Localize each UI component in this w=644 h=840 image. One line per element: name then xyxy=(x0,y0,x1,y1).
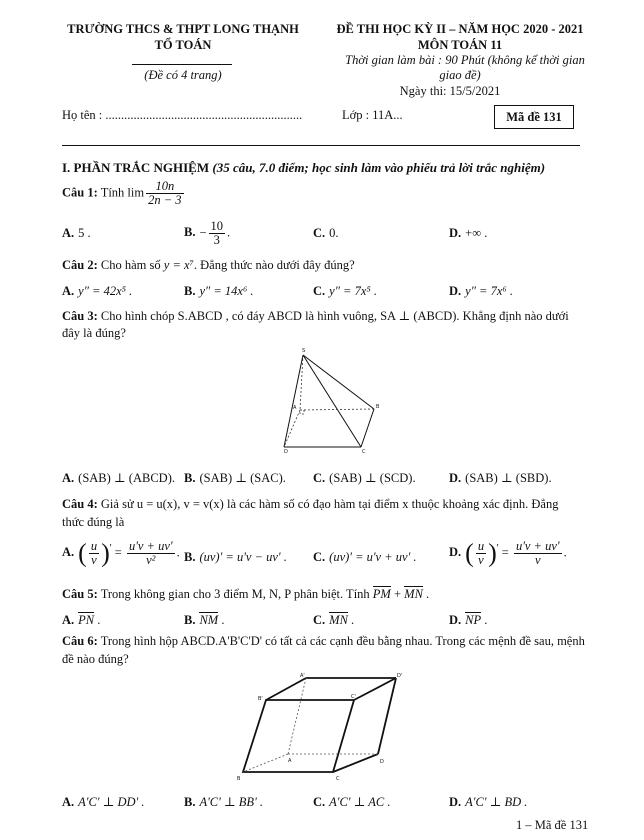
q1-b-num: 10 xyxy=(210,219,224,233)
section-note: (35 câu, 7.0 điểm; học sinh làm vào phiếu trả lời trắc nghiệm) xyxy=(212,160,546,175)
question-1 xyxy=(62,180,186,207)
q3-option-d[interactable] xyxy=(449,470,552,486)
q5-c-text: MN xyxy=(329,613,348,627)
q6-b-letter: B. xyxy=(184,795,196,809)
exam-date: Ngày thi: 15/5/2021 xyxy=(399,84,501,98)
q4-b-letter: B. xyxy=(184,550,196,564)
q4-c-text: (uv)' = u'v + uv' . xyxy=(329,550,417,564)
label-B1: B' xyxy=(258,696,263,702)
q3-option-c[interactable] xyxy=(313,470,416,486)
q1-d-letter: D. xyxy=(449,226,462,240)
q1-fraction xyxy=(146,180,183,207)
q5-b-text: NM xyxy=(199,613,219,627)
q1-c-text: 0. xyxy=(329,226,339,240)
q1-a-letter: A. xyxy=(62,226,75,240)
q5-option-d[interactable]: D. NP . xyxy=(449,613,488,627)
department-name: TỔ TOÁN xyxy=(154,38,212,52)
q1-option-c[interactable] xyxy=(313,226,339,241)
class-field: Lớp : 11A... xyxy=(342,108,403,122)
question-5: Câu 5: Trong không gian cho 3 điểm M, N, P phân biệt. Tính PM + MN . xyxy=(62,587,430,601)
q2-a-text: y″ = 42x⁵ . xyxy=(78,284,133,298)
q4-a-num: u'v + uv' xyxy=(128,539,173,553)
q3-b-letter: B. xyxy=(184,471,196,485)
q6-a-letter: A. xyxy=(62,795,75,809)
q5-vec-pm: PM xyxy=(372,587,391,601)
header-left-rule xyxy=(132,64,232,65)
q1-option-d[interactable] xyxy=(449,226,487,241)
q3-d-letter: D. xyxy=(449,471,462,485)
label-C: C xyxy=(362,449,366,454)
q4-a-uv xyxy=(89,540,99,567)
q2-option-d[interactable] xyxy=(449,284,513,299)
edge-SC xyxy=(303,355,361,447)
edge-CD xyxy=(333,754,378,772)
q1-b-den: 3 xyxy=(213,233,220,247)
section-heading xyxy=(62,160,545,176)
q5-d-text: NP xyxy=(465,613,482,627)
section-title: I. PHẦN TRẮC NGHIỆM xyxy=(62,160,210,175)
exam-title: ĐỀ THI HỌC KỲ II – NĂM HỌC 2020 - 2021 xyxy=(336,22,584,36)
q4-a-u: u xyxy=(90,539,98,553)
q5-option-b[interactable]: B. NM . xyxy=(184,613,225,627)
q6-option-d[interactable] xyxy=(449,794,527,810)
q2-func: y = x⁷ xyxy=(163,258,194,272)
q2-d-letter: D. xyxy=(449,284,462,298)
q4-d-den: v xyxy=(534,553,541,567)
q6-d-text: A'C' ⊥ BD . xyxy=(465,795,528,809)
q5-text: Trong không gian cho 3 điểm M, N, P phân biệt. Tính xyxy=(100,587,370,601)
question-4 xyxy=(62,497,558,512)
edge-SB xyxy=(303,355,374,409)
label-A1: A' xyxy=(300,673,305,679)
q4-a-letter: A. xyxy=(62,545,75,560)
edge-D1D xyxy=(378,678,396,754)
q4-option-b[interactable] xyxy=(184,550,287,565)
edge-AB xyxy=(243,754,288,772)
q2-label: Câu 2: xyxy=(62,258,98,272)
q2-text-a: Cho hàm số xyxy=(100,258,161,272)
q5-a-text: PN xyxy=(78,613,95,627)
q5-option-c[interactable]: C. MN . xyxy=(313,613,355,627)
q6-c-text: A'C' ⊥ AC . xyxy=(329,795,391,809)
parallelepiped-figure xyxy=(236,672,406,784)
question-3 xyxy=(62,308,569,324)
q6-line1: Trong hình hộp ABCD.A'B'C'D' có tất cả các cạnh đều bằng nhau. Trong các mệnh đề sau, mệnh xyxy=(100,634,585,648)
q5-label: Câu 5: xyxy=(62,587,98,601)
label-D1: D' xyxy=(397,673,403,679)
page-footer: 1 – Mã đề 131 xyxy=(516,818,589,832)
label-C1: C' xyxy=(351,694,356,700)
q1-label: Câu 1: xyxy=(62,185,98,200)
q4-option-c[interactable] xyxy=(313,550,417,565)
header-divider xyxy=(62,145,580,146)
q4-option-d[interactable]: D. ( $\frac{u}{v}$ )' = $\frac{u'v + uv'}{v}$ . xyxy=(449,538,567,568)
pyramid-figure xyxy=(276,346,386,454)
q5-d-letter: D. xyxy=(449,613,462,627)
q4-b-text: (uv)' = u'v − uv' . xyxy=(199,550,287,564)
q6-d-letter: D. xyxy=(449,795,462,809)
q4-line2: thức đúng là xyxy=(62,515,125,529)
edge-A1A xyxy=(288,678,306,754)
school-name: TRƯỜNG THCS & THPT LONG THẠNH xyxy=(67,22,299,36)
q4-d-num: u'v + uv' xyxy=(515,539,560,553)
q4-d-letter: D. xyxy=(449,545,462,560)
q2-option-b[interactable] xyxy=(184,284,254,299)
label-A: A xyxy=(293,405,297,411)
q4-a-fraction xyxy=(127,540,175,567)
q5-a-letter: A. xyxy=(62,613,75,627)
q1-option-a[interactable] xyxy=(62,226,91,241)
q4-d-uv xyxy=(476,540,486,567)
q1-option-b[interactable]: B. − $\frac{10}{3}$ . xyxy=(184,219,231,247)
q1-b-sign: − xyxy=(199,225,207,240)
q3-c-letter: C. xyxy=(313,471,326,485)
label-B: B xyxy=(376,404,380,410)
label-B: B xyxy=(237,776,241,782)
q6-c-letter: C. xyxy=(313,795,326,809)
q2-option-a[interactable] xyxy=(62,284,132,299)
q1-lim: lim xyxy=(127,185,145,200)
edge-SD xyxy=(284,355,303,447)
question-2 xyxy=(62,258,355,273)
q4-d-v: v xyxy=(478,553,484,567)
exam-code-box: Mã đề 131 xyxy=(494,105,574,129)
q4-a-den: v² xyxy=(146,553,156,567)
q5-b-letter: B. xyxy=(184,613,196,627)
edge-C1D1 xyxy=(354,678,396,700)
q3-line1: Cho hình chóp S.ABCD , có đáy ABCD là hình vuông, SA ⊥ (ABCD). Khẳng định nào dưới xyxy=(100,309,569,323)
label-D: D xyxy=(380,759,384,765)
q3-a-text: (SAB) ⊥ (ABCD). xyxy=(78,471,175,485)
right-angle-mark xyxy=(300,410,304,414)
q3-b-text: (SAB) ⊥ (SAC). xyxy=(199,471,286,485)
q1-b-fraction xyxy=(209,220,226,247)
q1-num: 10n xyxy=(146,180,183,194)
q1-c-letter: C. xyxy=(313,226,326,240)
q4-d-fraction xyxy=(514,540,562,567)
q2-text-b: . Đẳng thức nào dưới đây đúng? xyxy=(193,258,355,272)
exam-subject: MÔN TOÁN 11 xyxy=(417,38,503,52)
name-field: Họ tên : ............................................................... xyxy=(62,108,303,122)
q1-text: Tính xyxy=(100,185,125,200)
question-6 xyxy=(62,634,585,649)
q6-line2: đề nào đúng? xyxy=(62,652,129,666)
exam-duration-1: Thời gian làm bài : 90 Phút (không kể thời gian xyxy=(345,53,585,67)
q6-option-a[interactable] xyxy=(62,794,144,810)
q2-option-c[interactable] xyxy=(313,284,377,299)
q2-b-letter: B. xyxy=(184,284,196,298)
label-C: C xyxy=(336,776,340,782)
q2-c-letter: C. xyxy=(313,284,326,298)
q3-option-b[interactable] xyxy=(184,470,286,486)
q4-a-v: v xyxy=(91,553,97,567)
q4-c-letter: C. xyxy=(313,550,326,564)
q2-c-text: y″ = 7x⁵ . xyxy=(329,284,377,298)
label-D: D xyxy=(284,449,288,454)
q5-vec-mn: MN xyxy=(404,587,423,601)
q5-option-a[interactable]: A. PN . xyxy=(62,613,101,627)
q3-option-a[interactable] xyxy=(62,470,175,486)
label-A: A xyxy=(288,758,292,764)
q6-option-b[interactable] xyxy=(184,794,263,810)
q3-label: Câu 3: xyxy=(62,309,98,323)
page-count: (Đề có 4 trang) xyxy=(144,68,222,82)
q3-a-letter: A. xyxy=(62,471,75,485)
q4-option-a[interactable]: A. ( $\frac{u}{v}$ )' = $\frac{u'v + uv'}{\text{v²}}$ . xyxy=(62,538,180,568)
q2-d-text: y″ = 7x⁶ . xyxy=(465,284,513,298)
q4-line1: Giả sử u = u(x), v = v(x) là các hàm số có đạo hàm tại điểm x thuộc khoảng xác định. Đẳng xyxy=(100,497,559,511)
q3-d-text: (SAB) ⊥ (SBD). xyxy=(465,471,552,485)
q1-a-text: 5 . xyxy=(78,226,91,240)
q6-a-text: A'C' ⊥ DD' . xyxy=(78,795,145,809)
q1-d-text: +∞ . xyxy=(465,226,488,240)
q3-c-text: (SAB) ⊥ (SCD). xyxy=(329,471,416,485)
edge-AD xyxy=(284,410,300,447)
edge-CB xyxy=(361,409,374,447)
label-S: S xyxy=(302,348,306,354)
q2-a-letter: A. xyxy=(62,284,75,298)
q1-b-letter: B. xyxy=(184,225,196,240)
q3-line2: đây là đúng? xyxy=(62,326,126,340)
edge-AB xyxy=(300,409,374,410)
q5-c-letter: C. xyxy=(313,613,326,627)
q2-b-text: y″ = 14x⁶ . xyxy=(199,284,254,298)
q6-b-text: A'C' ⊥ BB' . xyxy=(199,795,263,809)
q4-d-u: u xyxy=(477,539,485,553)
edge-B1A1 xyxy=(266,678,306,700)
q6-label: Câu 6: xyxy=(62,634,98,648)
q4-label: Câu 4: xyxy=(62,497,98,511)
q1-den: 2n − 3 xyxy=(148,193,182,207)
q6-option-c[interactable] xyxy=(313,794,390,810)
exam-duration-2: giao đề) xyxy=(439,68,481,82)
